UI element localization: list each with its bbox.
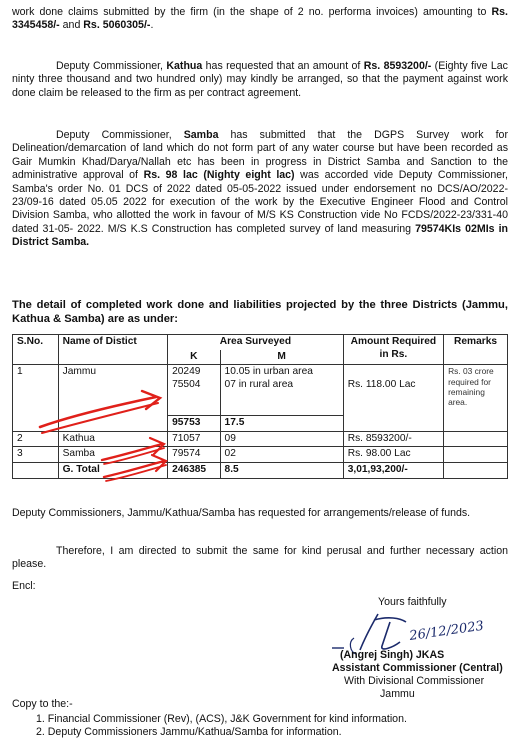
signature-date: 26/12/2023 — [408, 618, 485, 644]
header-name: Name of Distict — [58, 335, 167, 365]
signatory-location: Jammu — [380, 688, 415, 700]
paragraph-work-claims: work done claims submitted by the firm (in the shape of 2 no. performa invoices) amounting to Rs. 3345458/- and Rs. 5060305/-. — [12, 6, 508, 32]
cell-remarks — [444, 462, 508, 478]
cell-k-total: 95753 — [168, 416, 220, 432]
header-sno: S.No. — [13, 335, 59, 365]
cell-m: 10.05 in urban area 07 in rural area — [220, 365, 343, 416]
signatory-office: With Divisional Commissioner — [344, 675, 485, 687]
enclosure-label: Encl: — [12, 580, 36, 592]
copy-to-heading: Copy to the:- — [12, 698, 73, 710]
signatory-name: (Angrej Singh) JKAS — [340, 649, 445, 661]
cell-m: 02 — [220, 447, 343, 463]
cell-m: 09 — [220, 431, 343, 447]
cell-m: 8.5 — [220, 462, 343, 478]
signatory-designation: Assistant Commissioner (Central) — [332, 662, 503, 674]
cell-name: G. Total — [58, 462, 167, 478]
cell-remarks: Rs. 03 crore required for remaining area. — [444, 365, 508, 432]
cell-amount: Rs. 8593200/- — [343, 431, 443, 447]
list-item: 1. Financial Commissioner (Rev), (ACS), J&K Government for kind information. — [36, 713, 407, 725]
cell-sno — [13, 462, 59, 478]
cell-amount: Rs. 98.00 Lac — [343, 447, 443, 463]
cell-remarks — [444, 447, 508, 463]
cell-k: 246385 — [168, 462, 220, 478]
copy-to-list — [36, 713, 407, 740]
cell-name: Samba — [58, 447, 167, 463]
cell-name: Kathua — [58, 431, 167, 447]
list-item: 2. Deputy Commissioners Jammu/Kathua/Samba for information. — [36, 726, 342, 739]
cell-m-total: 17.5 — [220, 416, 343, 432]
cell-remarks — [444, 431, 508, 447]
cell-amount: 3,01,93,200/- — [343, 462, 443, 478]
table-header-row — [13, 335, 508, 350]
closing-text: Yours faithfully — [378, 596, 447, 608]
signature-block — [310, 592, 510, 702]
header-amount: Amount Required in Rs. — [343, 335, 443, 365]
cell-amount: Rs. 118.00 Lac — [343, 365, 443, 432]
table-row-kathua — [13, 431, 508, 447]
paragraph-kathua: Deputy Commissioner, Kathua has requested that an amount of Rs. 8593200/- (Eighty five Lac ninty three thousand and two hundred only) may kindly be arranged, so that the payment against work done claim be released to the firm as per contract agreement. — [12, 60, 508, 99]
red-arrow-icon — [38, 393, 168, 433]
paragraph-samba: Deputy Commissioner, Samba has submitted that the DGPS Survey work for Delineation/demarcation of land which do not form part of any water course but have been recorded as Gair Mumkin Khad/Darya/Nallah etc has been in progress in District Samba and Sanction to the administrative approval of Rs. 98 lac (Nighty eight lac) was accorded vide Deputy Commissioner, Samba's order No. 01 DCS of 2022 dated 05-05-2022 issued under endorsement no DCS/AO/2022-23/09-16 dated 05.05 2022 for execution of the work by the Executive Engineer Flood and Control Division Samba, who allotted the work in favour of M/S KS Construction vide No FCDS/2022-23/331-40 dated 31-05- 2022. M/S K.S Construction has completed survey of land measuring 79574KIs 02MIs in District Samba. — [12, 129, 508, 249]
header-m: M — [220, 350, 343, 365]
table-heading: The detail of completed work done and liabilities projected by the three Districts (Jammu, Kathua & Samba) are as under: — [12, 299, 508, 325]
table-row-total — [13, 462, 508, 478]
table-row-samba — [13, 447, 508, 463]
cell-sno: 2 — [13, 431, 59, 447]
cell-name: Jammu — [58, 365, 167, 432]
cell-k: 79574 — [168, 447, 220, 463]
cell-sno: 1 — [13, 365, 59, 432]
header-remarks: Remarks — [444, 335, 508, 365]
cell-k: 71057 — [168, 431, 220, 447]
header-area: Area Surveyed — [168, 335, 344, 350]
header-k: K — [168, 350, 220, 365]
cell-sno: 3 — [13, 447, 59, 463]
red-arrow-icon — [102, 455, 172, 481]
cell-k: 20249 75504 — [168, 365, 220, 416]
paragraph-directed: Therefore, I am directed to submit the same for kind perusal and further necessary action please. — [12, 545, 508, 571]
paragraph-request: Deputy Commissioners, Jammu/Kathua/Samba has requested for arrangements/release of funds. — [12, 507, 471, 519]
